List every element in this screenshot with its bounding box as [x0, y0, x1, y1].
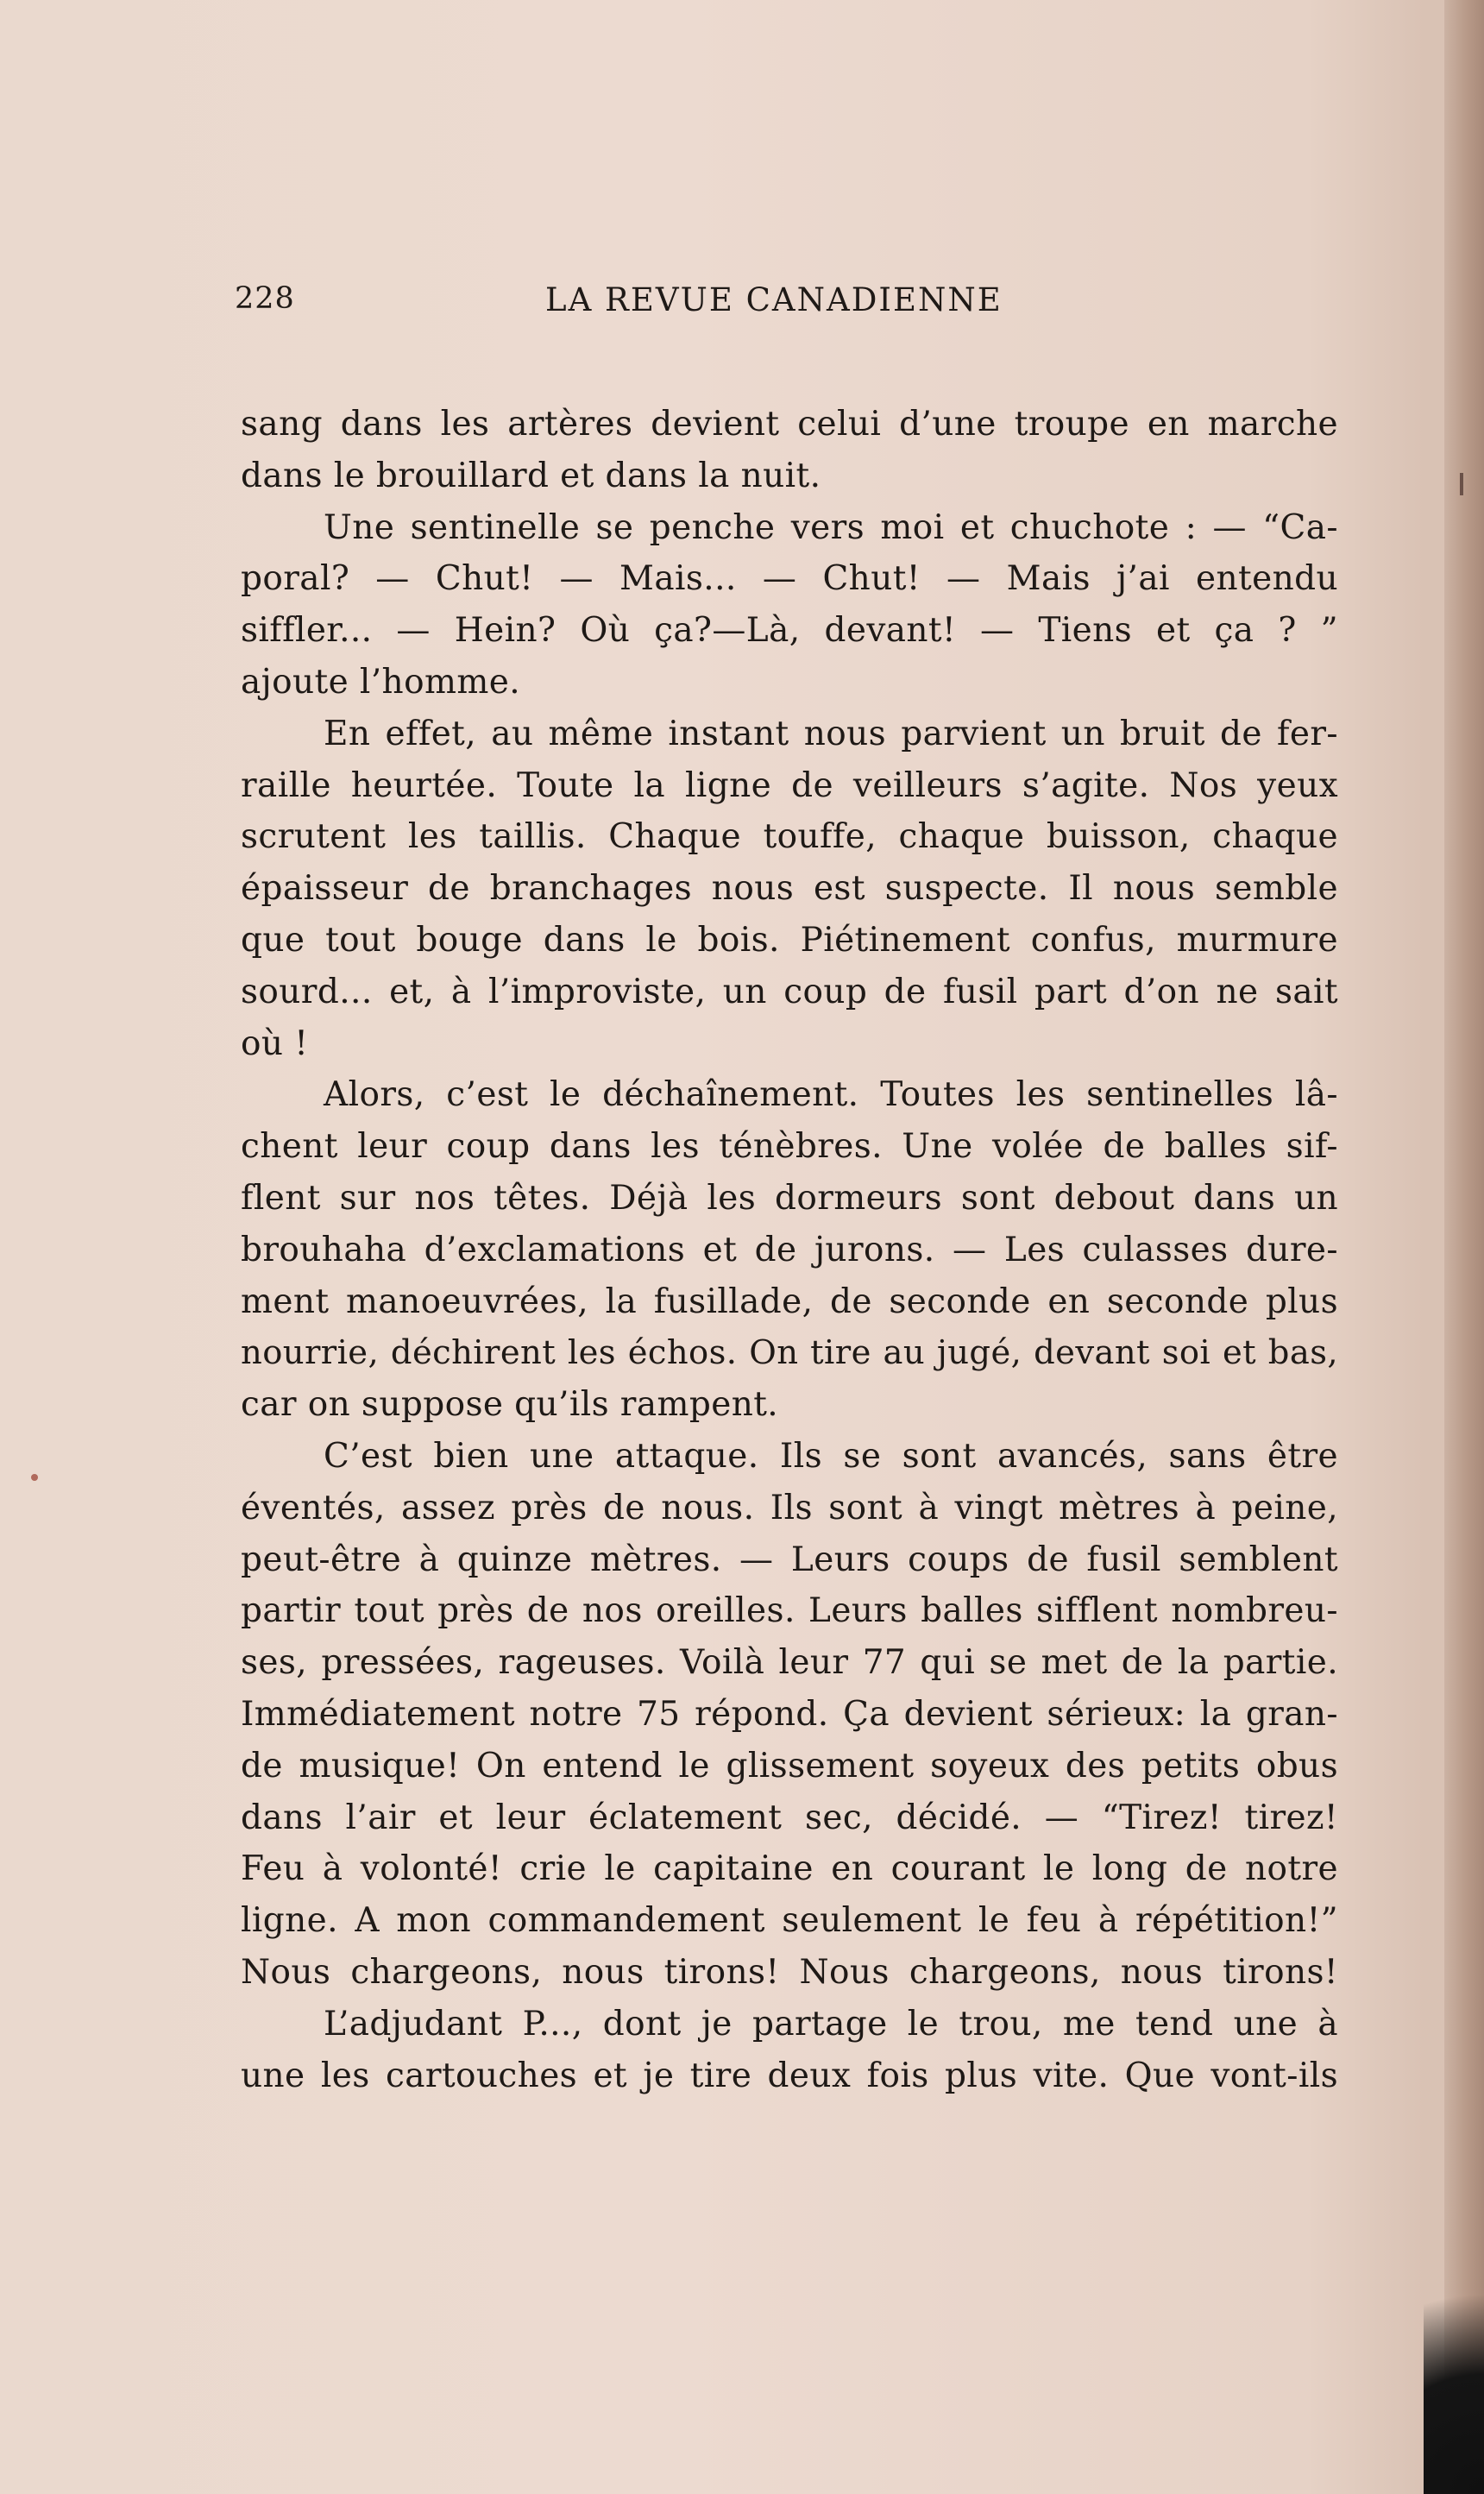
text-line — [241, 863, 1338, 915]
text-line — [241, 1327, 1338, 1379]
text-line-content: En effet, au même instant nous parvient un bruit de fer- — [324, 714, 1338, 753]
text-line-content: siffler... — Hein? Où ça?—Là, devant! — Tiens et ça ? ” — [241, 611, 1338, 651]
text-line — [241, 1947, 1338, 1999]
page-number: 228 — [235, 281, 295, 316]
text-line-content: peut-être à quinze mètres. — Leurs coups de fusil semblent — [241, 1540, 1338, 1579]
text-line-content: Immédiatement notre 75 répond. Ça devient sérieux: la gran- — [241, 1694, 1338, 1734]
text-line — [241, 1121, 1338, 1173]
page-corner-shadow — [1424, 2235, 1484, 2494]
text-line — [241, 1895, 1338, 1947]
text-line-content: dans le brouillard et dans la nuit. — [241, 456, 821, 495]
text-line-content: L’adjudant P..., dont je partage le trou, me tend une à — [324, 2004, 1338, 2044]
text-line-content: nourrie, déchirent les échos. On tire au jugé, devant soi et bas, — [241, 1333, 1338, 1373]
text-line — [241, 450, 1338, 502]
text-line-content: ligne. A mon commandement seulement le feu à répétition!” — [241, 1901, 1338, 1941]
text-line — [241, 1431, 1338, 1483]
text-line — [241, 1741, 1338, 1792]
text-line — [241, 811, 1338, 863]
text-line-content: partir tout près de nos oreilles. Leurs balles sifflent nombreu- — [241, 1591, 1338, 1631]
text-line-content: poral? — Chut! — Mais... — Chut! — Mais j’ai entendu — [241, 559, 1338, 599]
text-line — [241, 760, 1338, 812]
text-line — [241, 1276, 1338, 1328]
paper-speck — [31, 1474, 38, 1481]
text-line-content: flent sur nos têtes. Déjà les dormeurs sont debout dans un — [241, 1178, 1338, 1218]
text-line — [241, 1792, 1338, 1844]
page-edge — [1444, 0, 1484, 2494]
text-line — [241, 502, 1338, 554]
text-line — [241, 1225, 1338, 1276]
margin-mark — [1460, 473, 1463, 495]
text-line-content: épaisseur de branchages nous est suspecte. Il nous semble — [241, 869, 1338, 909]
text-line-content: C’est bien une attaque. Ils se sont avancés, sans être — [324, 1436, 1338, 1476]
text-line — [241, 1018, 1338, 1070]
text-line-content: dans l’air et leur éclatement sec, décidé. — “Tirez! tirez! — [241, 1798, 1338, 1837]
text-line-content: Une sentinelle se penche vers moi et chuchote : — “Ca- — [324, 507, 1338, 547]
text-line — [241, 1999, 1338, 2050]
text-line-content: sang dans les artères devient celui d’une troupe en marche — [241, 405, 1338, 444]
text-line-content: brouhaha d’exclamations et de jurons. — Les culasses dure- — [241, 1230, 1338, 1269]
text-line-content: que tout bouge dans le bois. Piétinement confus, murmure — [241, 920, 1338, 960]
text-line — [241, 1483, 1338, 1534]
text-line — [241, 1173, 1338, 1225]
text-line — [241, 399, 1338, 450]
text-line-content: de musique! On entend le glissement soyeux des petits obus — [241, 1746, 1338, 1785]
text-line — [241, 1843, 1338, 1895]
text-line-content: Feu à volonté! crie le capitaine en courant le long de notre — [241, 1849, 1338, 1889]
text-line — [241, 1069, 1338, 1121]
text-line — [241, 709, 1338, 760]
text-line — [241, 1689, 1338, 1741]
text-line — [241, 915, 1338, 967]
text-line-content: éventés, assez près de nous. Ils sont à vingt mètres à peine, — [241, 1488, 1338, 1527]
text-line-content: raille heurtée. Toute la ligne de veilleurs s’agite. Nos yeux — [241, 765, 1338, 805]
text-line-content: chent leur coup dans les ténèbres. Une volée de balles sif- — [241, 1127, 1338, 1167]
text-line — [241, 1379, 1338, 1431]
text-line — [241, 2050, 1338, 2102]
body-text — [241, 399, 1338, 2101]
text-line-content: scrutent les taillis. Chaque touffe, chaque buisson, chaque — [241, 817, 1338, 857]
text-line — [241, 1637, 1338, 1689]
running-head: LA REVUE CANADIENNE — [545, 281, 1003, 318]
text-line-content: où ! — [241, 1023, 309, 1063]
text-line — [241, 967, 1338, 1018]
text-line-content: ment manoeuvrées, la fusillade, de seconde en seconde plus — [241, 1282, 1338, 1321]
text-line — [241, 1534, 1338, 1586]
text-line-content: une les cartouches et je tire deux fois plus vite. Que vont-ils — [241, 2056, 1338, 2095]
page-header — [235, 281, 1037, 333]
text-line-content: car on suppose qu’ils rampent. — [241, 1385, 779, 1425]
text-line-content: Alors, c’est le déchaînement. Toutes les sentinelles lâ- — [324, 1075, 1338, 1115]
text-line-content: Nous chargeons, nous tirons! Nous chargeons, nous tirons! — [241, 1952, 1338, 1992]
text-line — [241, 1585, 1338, 1637]
text-line — [241, 553, 1338, 605]
text-line-content: sourd... et, à l’improviste, un coup de fusil part d’on ne sait — [241, 972, 1338, 1011]
text-line-content: ajoute l’homme. — [241, 662, 520, 702]
text-line — [241, 657, 1338, 709]
text-line-content: ses, pressées, rageuses. Voilà leur 77 qui se met de la partie. — [241, 1643, 1338, 1683]
text-line — [241, 605, 1338, 657]
